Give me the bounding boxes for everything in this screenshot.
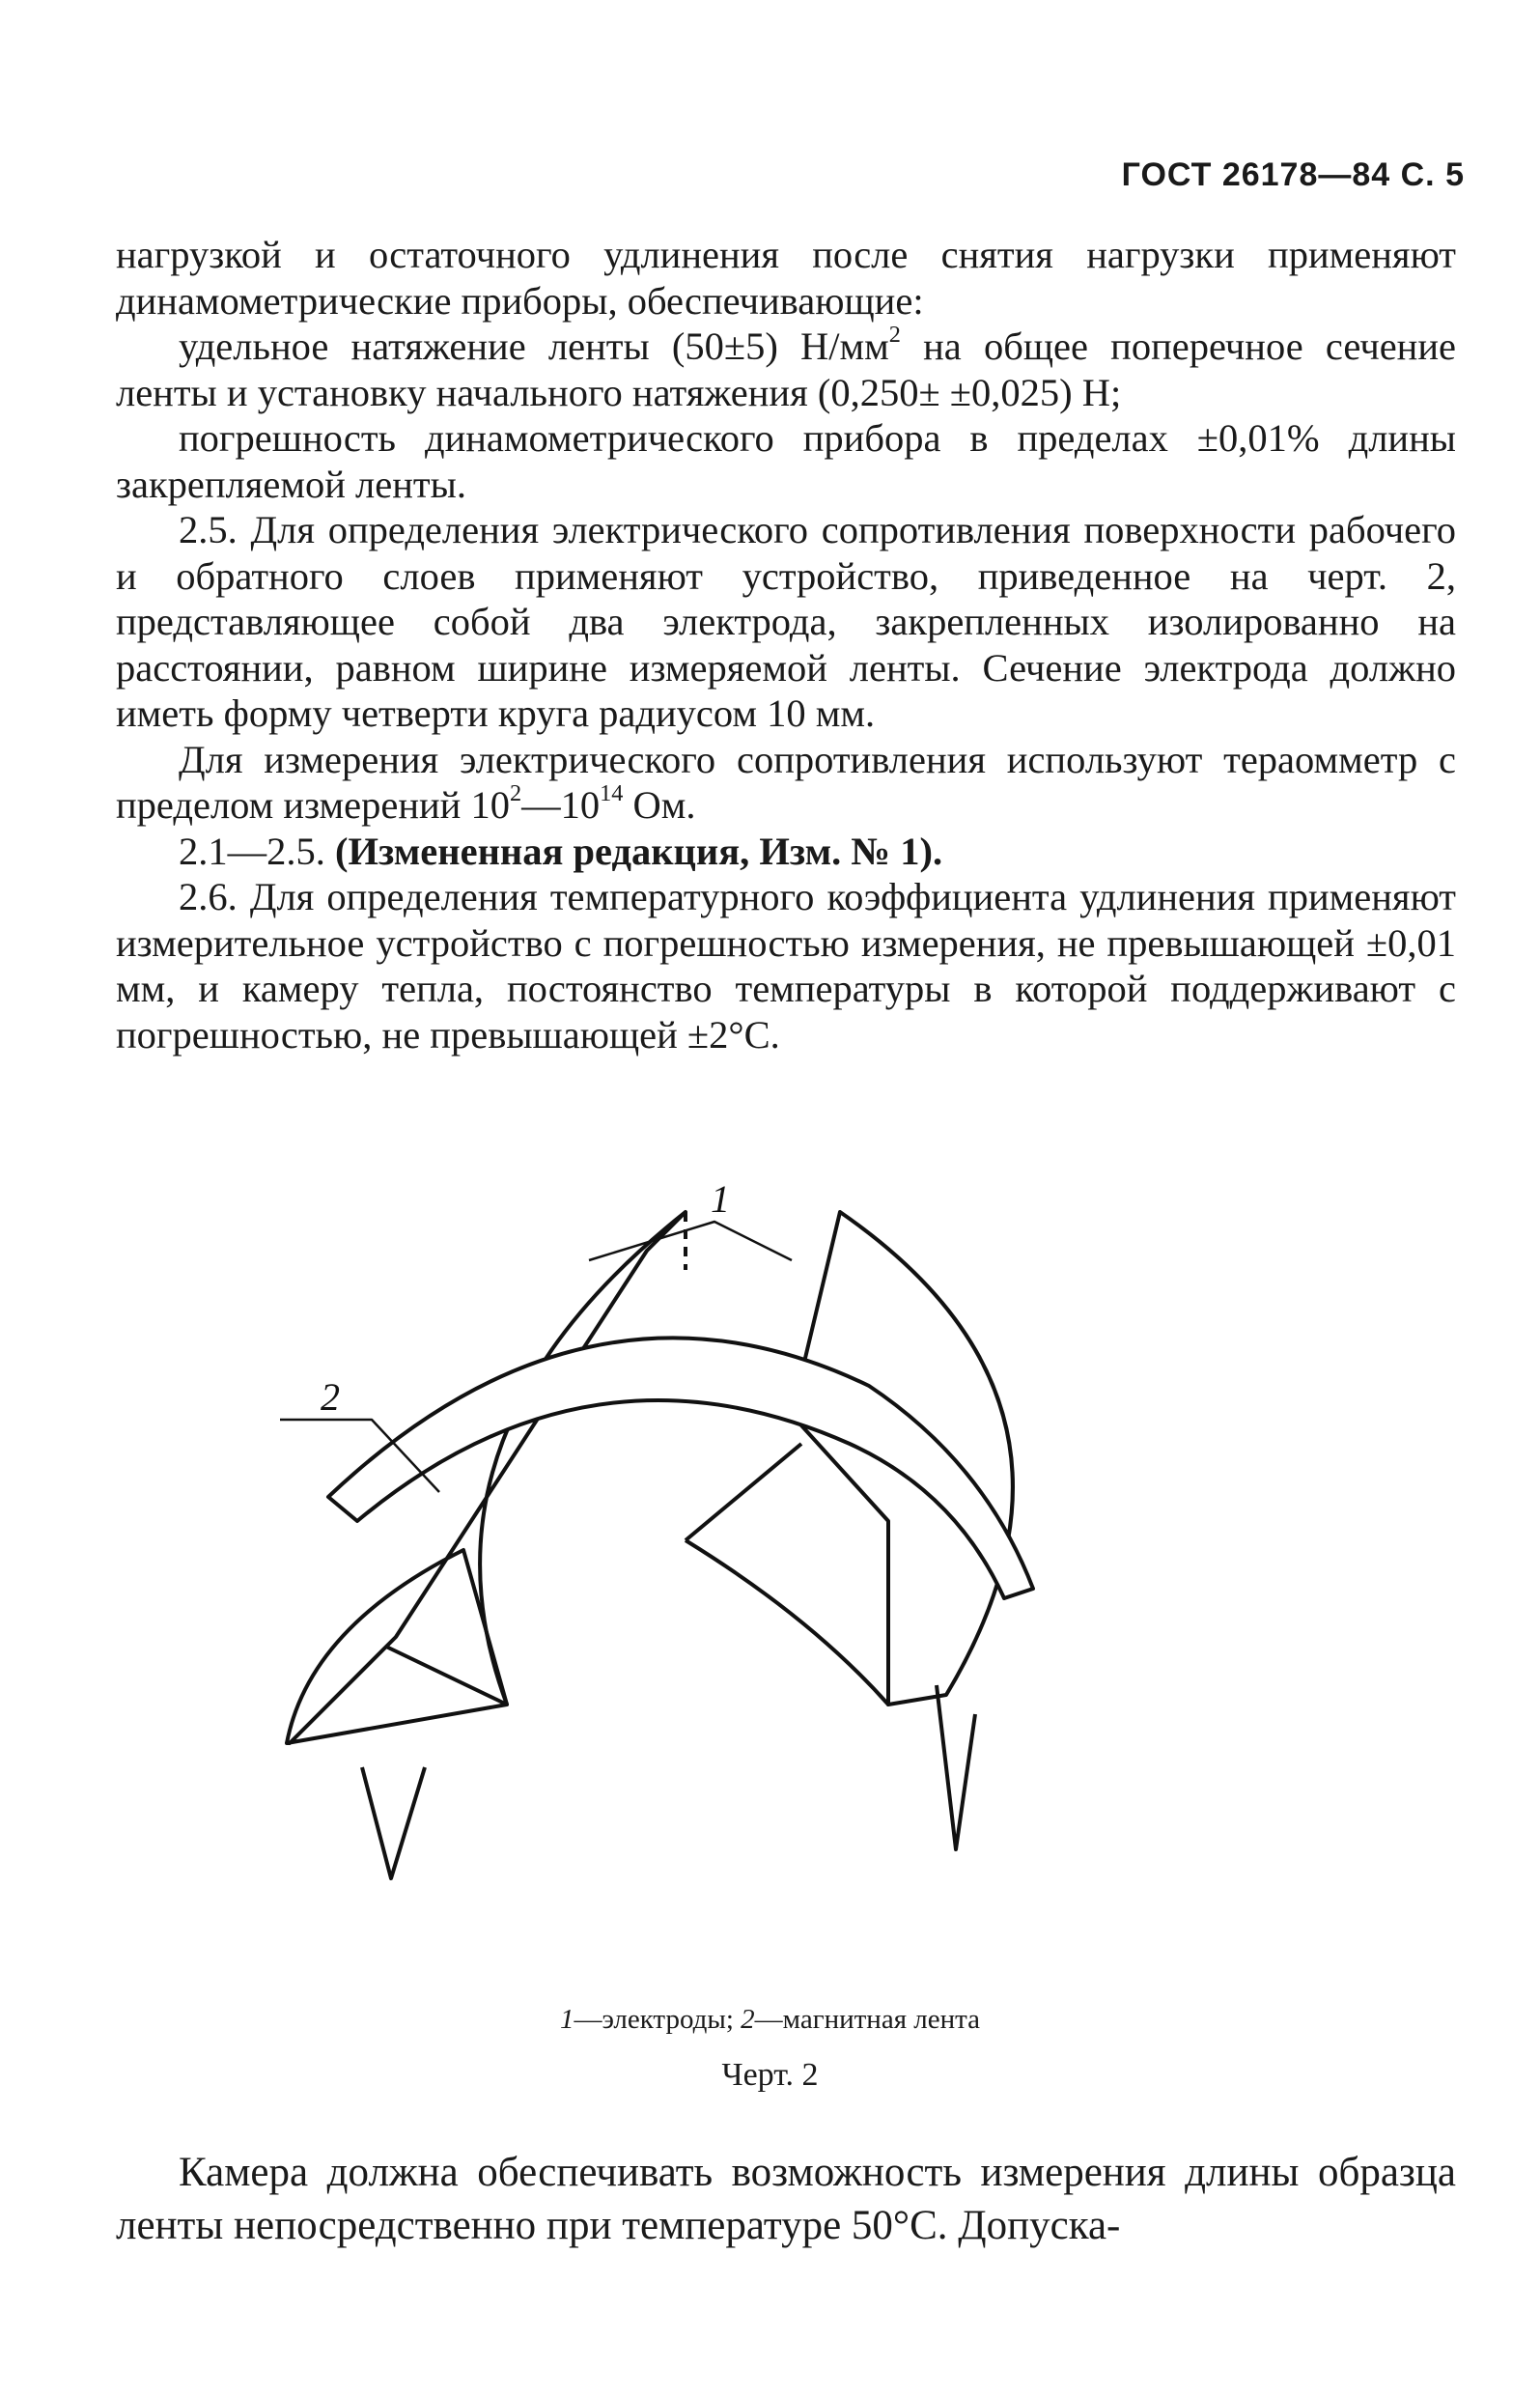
right-terminal: [937, 1685, 975, 1849]
electrode-drawing: [270, 1177, 1081, 1965]
bottom-text: [116, 2146, 1456, 2252]
paragraph: Камера должна обеспечивать возможность измерения длины образца ленты непосредственно при температуре 50°С. Допуска-: [116, 2150, 1456, 2248]
paragraph: удельное натяжение ленты (50±5) $Н/мм^2$ на общее поперечное сечение ленты и установку начального натяжения (0,250± ±0,025) Н;: [116, 321, 1456, 414]
paragraph: 2.1—2.5. (Измененная редакция, Изм. № 1).: [179, 829, 943, 873]
figure-legend: 1—электроды; 2—магнитная лента: [559, 2004, 981, 2035]
leader-1: [589, 1222, 792, 1260]
paragraph: 2.5. Для определения электрического сопротивления поверхности рабочего и обратного слоев применяют устройство, приведенное на черт. 2, представляющее собой два электрода, закрепленных изолированно на расстоянии, равном ширине измеряемой ленты. Сечение электрода должно иметь форму четверти круга радиусом 10 мм.: [116, 508, 1456, 735]
figure-caption: Черт. 2: [721, 2057, 819, 2093]
page-header: ГОСТ 26178—84 С. 5: [1121, 156, 1465, 193]
paragraph: погрешность динамометрического прибора в пределах ±0,01% длины закрепляемой ленты.: [116, 416, 1456, 506]
paragraph: Для измерения электрического сопротивления используют тераомметр с пределом измерений $10^2—10^{14}$ Ом.: [116, 737, 1456, 827]
label-1: 1: [711, 1177, 730, 1221]
paragraph: нагрузкой и остаточного удлинения после снятия нагрузки применяют динамометрические приборы, обеспечивающие:: [116, 233, 1456, 323]
body-text: [116, 232, 1456, 1057]
left-terminal: [362, 1767, 425, 1878]
label-2: 2: [321, 1375, 340, 1419]
paragraph: 2.6. Для определения температурного коэффициента удлинения применяют измерительное устройство с погрешностью измерения, не превышающей ±0,01 мм, и камеру тепла, постоянство температуры в которой поддерживают с погрешностью, не превышающей ±2°С.: [116, 875, 1456, 1057]
